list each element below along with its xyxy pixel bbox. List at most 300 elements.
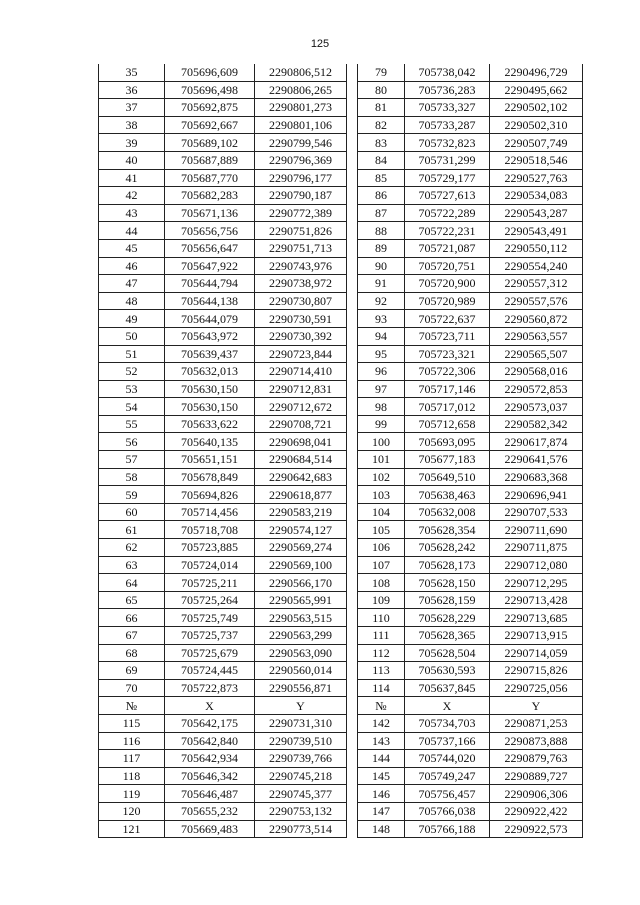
x-coordinate-cell: 705718,708 bbox=[165, 521, 255, 539]
point-number-cell: 41 bbox=[99, 169, 165, 187]
table-row bbox=[99, 750, 347, 768]
y-coordinate-cell: 2290641,576 bbox=[490, 451, 583, 469]
x-coordinate-cell: 705692,875 bbox=[165, 99, 255, 117]
table-row bbox=[358, 292, 583, 310]
point-number-cell: 102 bbox=[358, 468, 405, 486]
point-number-cell: 53 bbox=[99, 380, 165, 398]
table-row bbox=[99, 574, 347, 592]
point-number-cell: 42 bbox=[99, 187, 165, 205]
point-number-cell: 115 bbox=[99, 714, 165, 732]
table-row bbox=[358, 644, 583, 662]
table-row bbox=[99, 398, 347, 416]
table-row bbox=[99, 662, 347, 680]
x-coordinate-cell: 705720,751 bbox=[405, 257, 490, 275]
header-row bbox=[358, 697, 583, 715]
y-coordinate-cell: 2290556,871 bbox=[255, 679, 347, 697]
x-coordinate-cell: 705644,794 bbox=[165, 275, 255, 293]
x-coordinate-cell: 705646,487 bbox=[165, 785, 255, 803]
x-coordinate-cell: 705651,151 bbox=[165, 451, 255, 469]
y-coordinate-cell: 2290696,941 bbox=[490, 486, 583, 504]
point-number-cell: 144 bbox=[358, 750, 405, 768]
y-coordinate-cell: 2290642,683 bbox=[255, 468, 347, 486]
y-coordinate-cell: 2290502,102 bbox=[490, 99, 583, 117]
table-row bbox=[358, 275, 583, 293]
point-number-cell: 58 bbox=[99, 468, 165, 486]
point-number-cell: 91 bbox=[358, 275, 405, 293]
x-coordinate-cell: 705628,365 bbox=[405, 627, 490, 645]
x-coordinate-cell: 705632,008 bbox=[405, 503, 490, 521]
table-row bbox=[99, 292, 347, 310]
table-row bbox=[358, 539, 583, 557]
y-coordinate-cell: 2290557,312 bbox=[490, 275, 583, 293]
x-coordinate-cell: 705749,247 bbox=[405, 767, 490, 785]
point-number-cell: 56 bbox=[99, 433, 165, 451]
y-coordinate-cell: 2290712,831 bbox=[255, 380, 347, 398]
y-coordinate-cell: 2290712,080 bbox=[490, 556, 583, 574]
table-row bbox=[358, 732, 583, 750]
point-number-cell: 108 bbox=[358, 574, 405, 592]
table-row bbox=[99, 81, 347, 99]
table-row bbox=[99, 767, 347, 785]
y-coordinate-cell: 2290743,976 bbox=[255, 257, 347, 275]
x-coordinate-cell: 705633,622 bbox=[165, 415, 255, 433]
x-coordinate-cell: 705736,283 bbox=[405, 81, 490, 99]
point-number-cell: 93 bbox=[358, 310, 405, 328]
x-coordinate-cell: 705731,299 bbox=[405, 151, 490, 169]
table-row bbox=[99, 591, 347, 609]
point-number-cell: 59 bbox=[99, 486, 165, 504]
point-number-cell: 64 bbox=[99, 574, 165, 592]
table-row bbox=[99, 556, 347, 574]
y-coordinate-cell: 2290730,392 bbox=[255, 327, 347, 345]
y-coordinate-cell: 2290711,875 bbox=[490, 539, 583, 557]
table-row bbox=[99, 503, 347, 521]
point-number-cell: 112 bbox=[358, 644, 405, 662]
y-coordinate-cell: 2290730,591 bbox=[255, 310, 347, 328]
x-coordinate-cell: 705647,922 bbox=[165, 257, 255, 275]
y-coordinate-cell: 2290563,090 bbox=[255, 644, 347, 662]
y-coordinate-cell: 2290563,557 bbox=[490, 327, 583, 345]
x-coordinate-cell: 705723,885 bbox=[165, 539, 255, 557]
y-coordinate-cell: 2290889,727 bbox=[490, 767, 583, 785]
table-row bbox=[99, 187, 347, 205]
point-number-cell: 84 bbox=[358, 151, 405, 169]
point-number-cell: 60 bbox=[99, 503, 165, 521]
point-number-cell: 69 bbox=[99, 662, 165, 680]
y-coordinate-cell: 2290738,972 bbox=[255, 275, 347, 293]
point-number-cell: 55 bbox=[99, 415, 165, 433]
point-number-cell: 68 bbox=[99, 644, 165, 662]
table-row bbox=[358, 64, 583, 81]
y-coordinate-cell: 2290739,766 bbox=[255, 750, 347, 768]
x-coordinate-cell: 705628,173 bbox=[405, 556, 490, 574]
table-row bbox=[99, 275, 347, 293]
point-number-cell: 51 bbox=[99, 345, 165, 363]
table-row bbox=[99, 451, 347, 469]
point-number-cell: 121 bbox=[99, 820, 165, 838]
point-number-cell: 119 bbox=[99, 785, 165, 803]
point-number-cell: 83 bbox=[358, 134, 405, 152]
point-number-cell: 66 bbox=[99, 609, 165, 627]
point-number-cell: 117 bbox=[99, 750, 165, 768]
table-row bbox=[358, 151, 583, 169]
table-row bbox=[99, 345, 347, 363]
x-coordinate-cell: 705692,667 bbox=[165, 116, 255, 134]
x-coordinate-cell: 705725,264 bbox=[165, 591, 255, 609]
x-coordinate-cell: 705722,289 bbox=[405, 204, 490, 222]
y-coordinate-cell: 2290565,507 bbox=[490, 345, 583, 363]
x-coordinate-cell: 705720,900 bbox=[405, 275, 490, 293]
page-number: 125 bbox=[310, 38, 330, 50]
y-coordinate-cell: 2290496,729 bbox=[490, 64, 583, 81]
table-row bbox=[99, 732, 347, 750]
table-row bbox=[99, 486, 347, 504]
x-coordinate-cell: 705630,593 bbox=[405, 662, 490, 680]
table-row bbox=[99, 380, 347, 398]
y-coordinate-cell: 2290773,514 bbox=[255, 820, 347, 838]
point-number-cell: 104 bbox=[358, 503, 405, 521]
table-row bbox=[99, 468, 347, 486]
table-row bbox=[358, 169, 583, 187]
x-coordinate-cell: 705630,150 bbox=[165, 398, 255, 416]
table-row bbox=[358, 398, 583, 416]
point-number-cell: 90 bbox=[358, 257, 405, 275]
y-coordinate-cell: 2290569,274 bbox=[255, 539, 347, 557]
table-row bbox=[358, 363, 583, 381]
point-number-cell: 39 bbox=[99, 134, 165, 152]
x-coordinate-cell: 705696,498 bbox=[165, 81, 255, 99]
table-row bbox=[99, 64, 347, 81]
column-header: № bbox=[99, 697, 165, 715]
y-coordinate-cell: 2290796,369 bbox=[255, 151, 347, 169]
point-number-cell: 86 bbox=[358, 187, 405, 205]
x-coordinate-cell: 705723,321 bbox=[405, 345, 490, 363]
y-coordinate-cell: 2290707,533 bbox=[490, 503, 583, 521]
x-coordinate-cell: 705732,823 bbox=[405, 134, 490, 152]
x-coordinate-cell: 705677,183 bbox=[405, 451, 490, 469]
y-coordinate-cell: 2290725,056 bbox=[490, 679, 583, 697]
y-coordinate-cell: 2290799,546 bbox=[255, 134, 347, 152]
y-coordinate-cell: 2290753,132 bbox=[255, 802, 347, 820]
point-number-cell: 89 bbox=[358, 239, 405, 257]
x-coordinate-cell: 705756,457 bbox=[405, 785, 490, 803]
x-coordinate-cell: 705689,102 bbox=[165, 134, 255, 152]
x-coordinate-cell: 705637,845 bbox=[405, 679, 490, 697]
point-number-cell: 114 bbox=[358, 679, 405, 697]
table-row bbox=[358, 257, 583, 275]
x-coordinate-cell: 705738,042 bbox=[405, 64, 490, 81]
y-coordinate-cell: 2290745,218 bbox=[255, 767, 347, 785]
point-number-cell: 65 bbox=[99, 591, 165, 609]
x-coordinate-cell: 705694,826 bbox=[165, 486, 255, 504]
table-row bbox=[99, 327, 347, 345]
table-row bbox=[358, 521, 583, 539]
y-coordinate-cell: 2290617,874 bbox=[490, 433, 583, 451]
x-coordinate-cell: 705643,972 bbox=[165, 327, 255, 345]
point-number-cell: 54 bbox=[99, 398, 165, 416]
table-row bbox=[99, 151, 347, 169]
table-row bbox=[358, 310, 583, 328]
x-coordinate-cell: 705766,038 bbox=[405, 802, 490, 820]
point-number-cell: 148 bbox=[358, 820, 405, 838]
x-coordinate-cell: 705725,749 bbox=[165, 609, 255, 627]
x-coordinate-cell: 705734,703 bbox=[405, 714, 490, 732]
column-header: X bbox=[165, 697, 255, 715]
point-number-cell: 44 bbox=[99, 222, 165, 240]
y-coordinate-cell: 2290711,690 bbox=[490, 521, 583, 539]
x-coordinate-cell: 705722,873 bbox=[165, 679, 255, 697]
point-number-cell: 92 bbox=[358, 292, 405, 310]
point-number-cell: 36 bbox=[99, 81, 165, 99]
x-coordinate-cell: 705628,242 bbox=[405, 539, 490, 557]
x-coordinate-cell: 705628,229 bbox=[405, 609, 490, 627]
point-number-cell: 97 bbox=[358, 380, 405, 398]
point-number-cell: 48 bbox=[99, 292, 165, 310]
table-row bbox=[358, 433, 583, 451]
table-row bbox=[99, 204, 347, 222]
table-row bbox=[358, 486, 583, 504]
y-coordinate-cell: 2290873,888 bbox=[490, 732, 583, 750]
table-row bbox=[99, 310, 347, 328]
y-coordinate-cell: 2290745,377 bbox=[255, 785, 347, 803]
y-coordinate-cell: 2290879,763 bbox=[490, 750, 583, 768]
y-coordinate-cell: 2290543,491 bbox=[490, 222, 583, 240]
y-coordinate-cell: 2290495,662 bbox=[490, 81, 583, 99]
point-number-cell: 107 bbox=[358, 556, 405, 574]
table-row bbox=[358, 204, 583, 222]
table-row bbox=[358, 627, 583, 645]
y-coordinate-cell: 2290708,721 bbox=[255, 415, 347, 433]
point-number-cell: 113 bbox=[358, 662, 405, 680]
x-coordinate-cell: 705671,136 bbox=[165, 204, 255, 222]
y-coordinate-cell: 2290550,112 bbox=[490, 239, 583, 257]
table-row bbox=[99, 521, 347, 539]
table-row bbox=[99, 609, 347, 627]
table-row bbox=[358, 820, 583, 838]
point-number-cell: 45 bbox=[99, 239, 165, 257]
y-coordinate-cell: 2290527,763 bbox=[490, 169, 583, 187]
y-coordinate-cell: 2290751,826 bbox=[255, 222, 347, 240]
x-coordinate-cell: 705644,138 bbox=[165, 292, 255, 310]
x-coordinate-cell: 705628,150 bbox=[405, 574, 490, 592]
point-number-cell: 142 bbox=[358, 714, 405, 732]
point-number-cell: 100 bbox=[358, 433, 405, 451]
point-number-cell: 109 bbox=[358, 591, 405, 609]
x-coordinate-cell: 705724,014 bbox=[165, 556, 255, 574]
x-coordinate-cell: 705725,679 bbox=[165, 644, 255, 662]
y-coordinate-cell: 2290714,410 bbox=[255, 363, 347, 381]
y-coordinate-cell: 2290715,826 bbox=[490, 662, 583, 680]
point-number-cell: 99 bbox=[358, 415, 405, 433]
point-number-cell: 110 bbox=[358, 609, 405, 627]
table-row bbox=[99, 802, 347, 820]
x-coordinate-cell: 705642,840 bbox=[165, 732, 255, 750]
table-row bbox=[358, 451, 583, 469]
x-coordinate-cell: 705682,283 bbox=[165, 187, 255, 205]
point-number-cell: 79 bbox=[358, 64, 405, 81]
x-coordinate-cell: 705733,287 bbox=[405, 116, 490, 134]
x-coordinate-cell: 705729,177 bbox=[405, 169, 490, 187]
point-number-cell: 63 bbox=[99, 556, 165, 574]
x-coordinate-cell: 705724,445 bbox=[165, 662, 255, 680]
point-number-cell: 46 bbox=[99, 257, 165, 275]
y-coordinate-cell: 2290739,510 bbox=[255, 732, 347, 750]
y-coordinate-cell: 2290713,685 bbox=[490, 609, 583, 627]
x-coordinate-cell: 705630,150 bbox=[165, 380, 255, 398]
y-coordinate-cell: 2290796,177 bbox=[255, 169, 347, 187]
table-row bbox=[99, 116, 347, 134]
y-coordinate-cell: 2290730,807 bbox=[255, 292, 347, 310]
x-coordinate-cell: 705638,463 bbox=[405, 486, 490, 504]
table-row bbox=[358, 785, 583, 803]
y-coordinate-cell: 2290566,170 bbox=[255, 574, 347, 592]
point-number-cell: 47 bbox=[99, 275, 165, 293]
right-coordinate-table bbox=[357, 64, 583, 838]
table-row bbox=[99, 415, 347, 433]
y-coordinate-cell: 2290560,872 bbox=[490, 310, 583, 328]
y-coordinate-cell: 2290922,422 bbox=[490, 802, 583, 820]
point-number-cell: 61 bbox=[99, 521, 165, 539]
table-row bbox=[99, 99, 347, 117]
x-coordinate-cell: 705727,613 bbox=[405, 187, 490, 205]
y-coordinate-cell: 2290582,342 bbox=[490, 415, 583, 433]
table-row bbox=[99, 239, 347, 257]
y-coordinate-cell: 2290534,083 bbox=[490, 187, 583, 205]
point-number-cell: 118 bbox=[99, 767, 165, 785]
y-coordinate-cell: 2290713,428 bbox=[490, 591, 583, 609]
column-header: X bbox=[405, 697, 490, 715]
y-coordinate-cell: 2290684,514 bbox=[255, 451, 347, 469]
y-coordinate-cell: 2290502,310 bbox=[490, 116, 583, 134]
table-row bbox=[358, 116, 583, 134]
table-row bbox=[99, 820, 347, 838]
table-row bbox=[358, 415, 583, 433]
table-row bbox=[358, 99, 583, 117]
point-number-cell: 98 bbox=[358, 398, 405, 416]
table-row bbox=[358, 134, 583, 152]
point-number-cell: 52 bbox=[99, 363, 165, 381]
table-row bbox=[358, 556, 583, 574]
x-coordinate-cell: 705693,095 bbox=[405, 433, 490, 451]
table-row bbox=[99, 169, 347, 187]
y-coordinate-cell: 2290751,713 bbox=[255, 239, 347, 257]
y-coordinate-cell: 2290723,844 bbox=[255, 345, 347, 363]
column-header: Y bbox=[490, 697, 583, 715]
y-coordinate-cell: 2290713,915 bbox=[490, 627, 583, 645]
point-number-cell: 103 bbox=[358, 486, 405, 504]
y-coordinate-cell: 2290806,512 bbox=[255, 64, 347, 81]
point-number-cell: 62 bbox=[99, 539, 165, 557]
point-number-cell: 106 bbox=[358, 539, 405, 557]
table-row bbox=[99, 433, 347, 451]
table-row bbox=[99, 539, 347, 557]
table-row bbox=[358, 714, 583, 732]
table-row bbox=[358, 503, 583, 521]
y-coordinate-cell: 2290554,240 bbox=[490, 257, 583, 275]
y-coordinate-cell: 2290583,219 bbox=[255, 503, 347, 521]
y-coordinate-cell: 2290573,037 bbox=[490, 398, 583, 416]
point-number-cell: 82 bbox=[358, 116, 405, 134]
table-row bbox=[99, 627, 347, 645]
point-number-cell: 40 bbox=[99, 151, 165, 169]
x-coordinate-cell: 705656,756 bbox=[165, 222, 255, 240]
point-number-cell: 146 bbox=[358, 785, 405, 803]
x-coordinate-cell: 705720,989 bbox=[405, 292, 490, 310]
x-coordinate-cell: 705687,889 bbox=[165, 151, 255, 169]
point-number-cell: 145 bbox=[358, 767, 405, 785]
point-number-cell: 43 bbox=[99, 204, 165, 222]
point-number-cell: 85 bbox=[358, 169, 405, 187]
y-coordinate-cell: 2290871,253 bbox=[490, 714, 583, 732]
header-row bbox=[99, 697, 347, 715]
point-number-cell: 105 bbox=[358, 521, 405, 539]
x-coordinate-cell: 705669,483 bbox=[165, 820, 255, 838]
point-number-cell: 57 bbox=[99, 451, 165, 469]
left-coordinate-table bbox=[98, 64, 347, 838]
y-coordinate-cell: 2290712,295 bbox=[490, 574, 583, 592]
table-row bbox=[358, 662, 583, 680]
x-coordinate-cell: 705725,211 bbox=[165, 574, 255, 592]
point-number-cell: 38 bbox=[99, 116, 165, 134]
y-coordinate-cell: 2290806,265 bbox=[255, 81, 347, 99]
point-number-cell: 37 bbox=[99, 99, 165, 117]
table-row bbox=[358, 750, 583, 768]
table-row bbox=[358, 345, 583, 363]
y-coordinate-cell: 2290518,546 bbox=[490, 151, 583, 169]
point-number-cell: 95 bbox=[358, 345, 405, 363]
y-coordinate-cell: 2290507,749 bbox=[490, 134, 583, 152]
table-row bbox=[358, 802, 583, 820]
x-coordinate-cell: 705678,849 bbox=[165, 468, 255, 486]
table-row bbox=[358, 609, 583, 627]
column-header: Y bbox=[255, 697, 347, 715]
table-row bbox=[358, 222, 583, 240]
table-row bbox=[358, 81, 583, 99]
table-row bbox=[358, 767, 583, 785]
x-coordinate-cell: 705628,159 bbox=[405, 591, 490, 609]
x-coordinate-cell: 705717,012 bbox=[405, 398, 490, 416]
table-row bbox=[358, 679, 583, 697]
point-number-cell: 147 bbox=[358, 802, 405, 820]
table-row bbox=[358, 187, 583, 205]
y-coordinate-cell: 2290543,287 bbox=[490, 204, 583, 222]
table-row bbox=[358, 591, 583, 609]
table-row bbox=[358, 468, 583, 486]
x-coordinate-cell: 705656,647 bbox=[165, 239, 255, 257]
y-coordinate-cell: 2290772,389 bbox=[255, 204, 347, 222]
x-coordinate-cell: 705721,087 bbox=[405, 239, 490, 257]
x-coordinate-cell: 705628,504 bbox=[405, 644, 490, 662]
table-row bbox=[358, 239, 583, 257]
x-coordinate-cell: 705725,737 bbox=[165, 627, 255, 645]
point-number-cell: 80 bbox=[358, 81, 405, 99]
point-number-cell: 143 bbox=[358, 732, 405, 750]
y-coordinate-cell: 2290560,014 bbox=[255, 662, 347, 680]
point-number-cell: 50 bbox=[99, 327, 165, 345]
point-number-cell: 81 bbox=[358, 99, 405, 117]
table-row bbox=[99, 363, 347, 381]
x-coordinate-cell: 705646,342 bbox=[165, 767, 255, 785]
y-coordinate-cell: 2290557,576 bbox=[490, 292, 583, 310]
table-row bbox=[99, 222, 347, 240]
x-coordinate-cell: 705649,510 bbox=[405, 468, 490, 486]
x-coordinate-cell: 705744,020 bbox=[405, 750, 490, 768]
y-coordinate-cell: 2290563,515 bbox=[255, 609, 347, 627]
table-row bbox=[99, 644, 347, 662]
table-row bbox=[358, 574, 583, 592]
y-coordinate-cell: 2290731,310 bbox=[255, 714, 347, 732]
x-coordinate-cell: 705642,934 bbox=[165, 750, 255, 768]
